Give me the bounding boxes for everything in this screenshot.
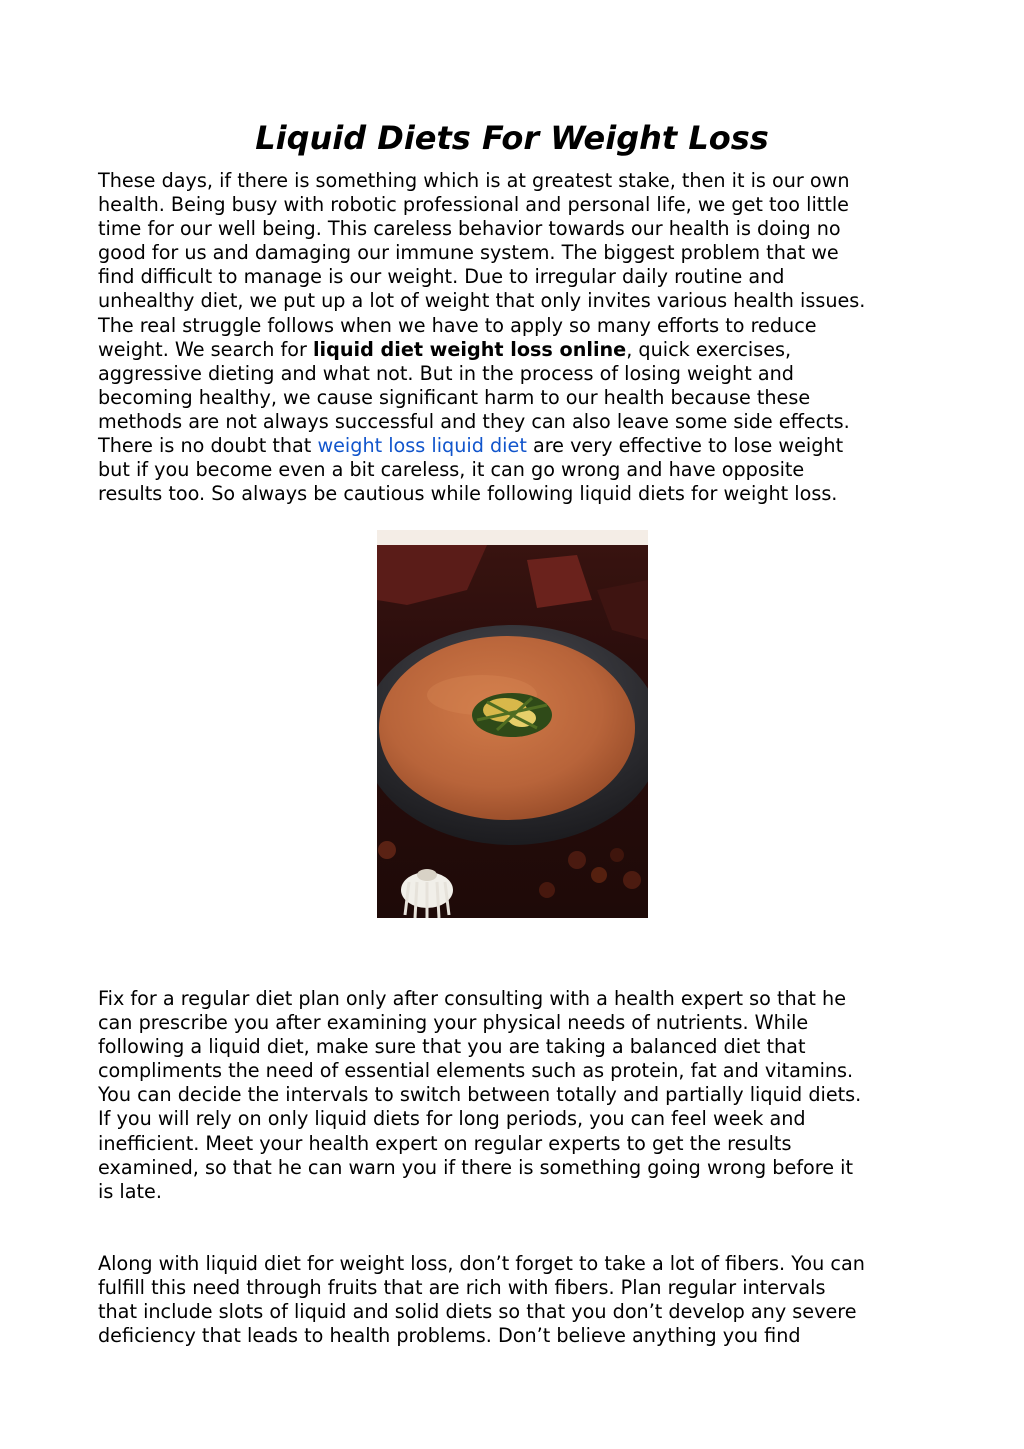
weight-loss-liquid-diet-link[interactable]: weight loss liquid diet [317, 434, 527, 458]
soup-bowl-photo [377, 530, 648, 918]
intro-text-1: These days, if there is something which is at greatest stake, then it is our own health. Being busy with robotic professional and personal life, we get too little time for our well being. This careless behavior towards our health is doing no good for us and damaging our immune system. The biggest problem that we find difficult to manage is our weight. Due to irregular daily routine and unhealthy diet, we put up a lot of weight that only invites various health issues. The real struggle follows when we have to apply so many efforts to reduce weight. We search for [98, 169, 866, 361]
intro-text-3: are very effective to lose weight but if you become even a bit careless, it can go wrong and have opposite results too. So always be cautious while following liquid diets for weight loss. [98, 434, 844, 506]
herb-garnish [472, 693, 552, 737]
soup-photo-illustration [377, 530, 648, 918]
fiber-paragraph: Along with liquid diet for weight loss, don’t forget to take a lot of fibers. You can fulfill this need through fruits that are rich with fibers. Plan regular intervals that include slots of liquid and solid diets so that you don’t develop any severe deficiency that leads to health problems. Don’t believe anything you find [98, 1252, 865, 1348]
bold-keyword: liquid diet weight loss online [312, 337, 627, 361]
intro-paragraph [98, 169, 928, 506]
consult-expert-paragraph: Fix for a regular diet plan only after consulting with a health expert so that he can prescribe you after examining your physical needs of nutrients. While following a liquid diet, make sure that you are taking a balanced diet that compliments the need of essential elements such as protein, fat and vitamins. You can decide the intervals to switch between totally and partially liquid diets. If you will rely on only liquid diets for long periods, you can feel week and inefficient. Meet your health expert on regular experts to get the results examined, so that he can warn you if there is something going wrong before it is late. [98, 987, 862, 1203]
page-title: Liquid Diets For Weight Loss [255, 119, 769, 157]
intro-text-2: , quick exercises, aggressive dieting and what not. But in the process of losing weight and becoming healthy, we cause significant harm to our health because these methods are not always successful and they can also leave some side effects. There is no doubt that [98, 337, 850, 458]
